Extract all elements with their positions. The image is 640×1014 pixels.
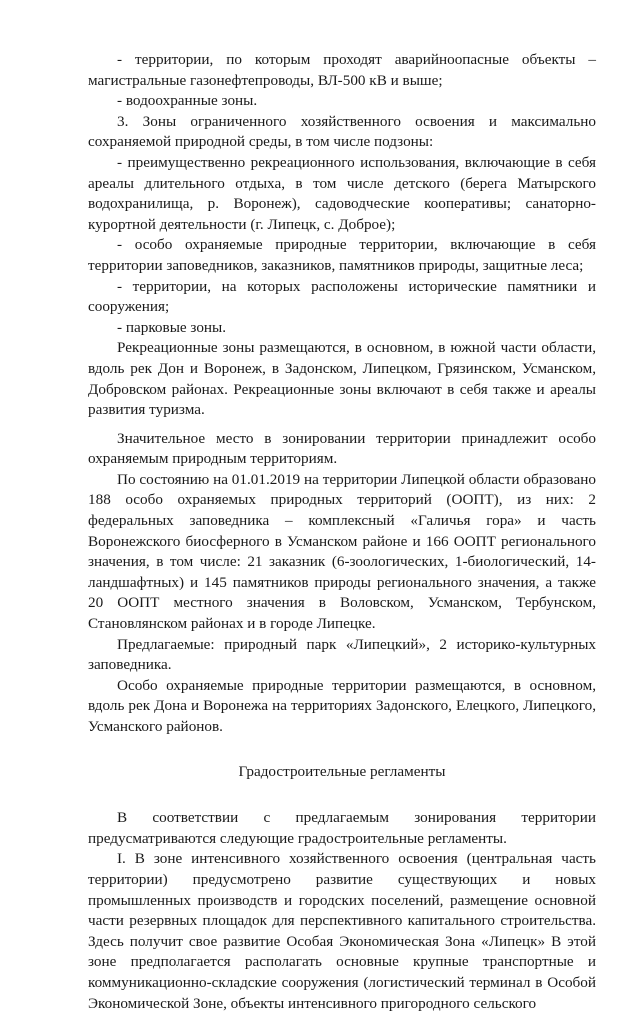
paragraph-water-zones: - водоохранные зоны. bbox=[117, 92, 258, 110]
paragraph-protected-importance: Значительное место в зонировании территории принадлежит особо охраняемым природным территориям. bbox=[88, 429, 596, 468]
document-page bbox=[88, 50, 596, 1014]
paragraph-historic-monuments: - территории, на которых расположены исторические памятники и сооружения; bbox=[88, 277, 596, 316]
paragraph-limited-zones: 3. Зоны ограниченного хозяйственного освоения и максимально сохраняемой природной среды, в том числе подзоны: bbox=[88, 112, 596, 151]
paragraph-recreational-location: Рекреационные зоны размещаются, в основном, в южной части области, вдоль рек Дон и Воронеж, в Задонском, Липецком, Грязинском, Усманском, Добровском районах. Рекреационные зоны включают в себя также и ареалы развития туризма. bbox=[88, 339, 596, 419]
section-heading: Градостроительные регламенты bbox=[238, 762, 446, 780]
paragraph-pipelines: - территории, по которым проходят аварийноопасные объекты – магистральные газонефтепроводы, ВЛ-500 кВ и выше; bbox=[88, 51, 596, 89]
paragraph-intensive-zone: I. В зоне интенсивного хозяйственного освоения (центральная часть территории) предусмотрено развитие существующих и новых промышленных производств и городских поселений, размещение основной части резервных площадок для перспективного капитального строительства. Здесь получит свое развитие Особая Экономическая Зона «Липецк» В этой зоне предполагается располагать основные крупные транспортные и коммуникационно-складские сооружения (логистический терминал в Особой Экономической Зоне, объекты интенсивного пригородного сельского bbox=[88, 850, 596, 1012]
paragraph-park-zones: - парковые зоны. bbox=[117, 318, 227, 336]
paragraph-recreational-subzone: - преимущественно рекреационного использования, включающие в себя ареалы длительного отдыха, в том числе детского (берега Матырского водохранилища, р. Воронеж), садоводческие кооперативы; санаторно-курортной деятельности (г. Липецк, с. Доброе); bbox=[88, 153, 596, 233]
paragraph-gap bbox=[88, 421, 596, 429]
paragraph-protected-location: Особо охраняемые природные территории размещаются, в основном, вдоль рек Дона и Воронежа на территориях Задонского, Елецкого, Липецкого, Усманского районов. bbox=[88, 676, 596, 735]
paragraph-proposed-reserves: Предлагаемые: природный парк «Липецкий», 2 историко-культурных заповедника. bbox=[88, 635, 596, 674]
paragraph-oopt-statistics: По состоянию на 01.01.2019 на территории Липецкой области образовано 188 особо охраняемых природных территорий (ООПТ), из них: 2 федеральных заповедника – комплексный «Галичья гора» и часть Воронежского биосферного в Усманском районе и 166 ООПТ регионального значения, в том числе: 21 заказник (6-зоологических, 1-биологический, 14-ландшафтных) и 145 памятников природы регионального значения, а также 20 ООПТ местного значения в Воловском, Усманском, Тербунском, Становлянском районах и в городе Липецке. bbox=[88, 470, 596, 633]
paragraph-protected-territories: - особо охраняемые природные территории, включающие в себя территории заповедников, заказников, памятников природы, защитные леса; bbox=[88, 236, 596, 274]
paragraph-regulations-intro: В соответствии с предлагаемым зонирования территории предусматриваются следующие градостроительные регламенты. bbox=[88, 809, 596, 847]
